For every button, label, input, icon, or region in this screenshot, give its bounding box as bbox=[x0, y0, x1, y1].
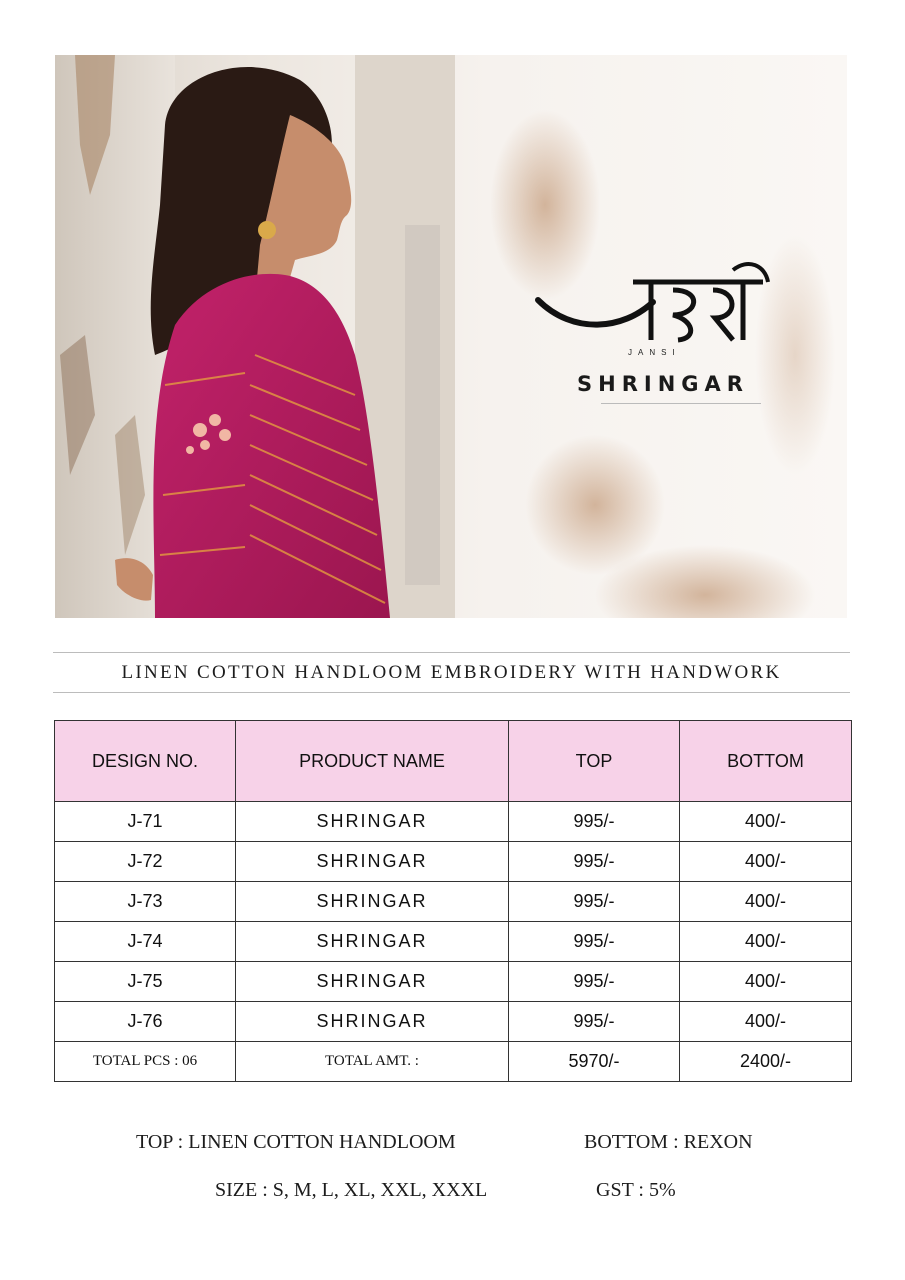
bottom-price-cell: 400/- bbox=[680, 882, 852, 922]
logo-divider bbox=[601, 403, 761, 404]
table-header-row bbox=[55, 721, 852, 802]
design-no-cell: J-73 bbox=[55, 882, 236, 922]
brand-logo bbox=[533, 260, 793, 410]
product-name-cell: SHRINGAR bbox=[236, 922, 509, 962]
hero-photo bbox=[55, 55, 847, 618]
bottom-price-cell: 400/- bbox=[680, 962, 852, 1002]
total-amt-label-cell: TOTAL AMT. : bbox=[236, 1042, 509, 1082]
header-design-no: DESIGN NO. bbox=[55, 721, 236, 802]
jansi-logo-mark bbox=[533, 260, 793, 355]
bottom-price-cell: 400/- bbox=[680, 842, 852, 882]
table-row bbox=[55, 922, 852, 962]
header-product-name: PRODUCT NAME bbox=[236, 721, 509, 802]
table-row bbox=[55, 962, 852, 1002]
product-name-cell: SHRINGAR bbox=[236, 802, 509, 842]
bottom-price-cell: 400/- bbox=[680, 802, 852, 842]
top-price-cell: 995/- bbox=[509, 802, 680, 842]
top-price-cell: 995/- bbox=[509, 962, 680, 1002]
size-spec: SIZE : S, M, L, XL, XXL, XXXL bbox=[215, 1179, 488, 1201]
top-price-cell: 995/- bbox=[509, 922, 680, 962]
bottom-price-cell: 400/- bbox=[680, 922, 852, 962]
bottom-price-cell: 400/- bbox=[680, 1002, 852, 1042]
logo-subtext: JANSI bbox=[628, 348, 681, 357]
top-price-cell: 995/- bbox=[509, 882, 680, 922]
top-price-cell: 995/- bbox=[509, 1002, 680, 1042]
top-fabric-spec: TOP : LINEN COTTON HANDLOOM bbox=[136, 1131, 456, 1153]
design-no-cell: J-72 bbox=[55, 842, 236, 882]
top-price-cell: 995/- bbox=[509, 842, 680, 882]
table-row bbox=[55, 802, 852, 842]
header-bottom: BOTTOM bbox=[680, 721, 852, 802]
design-no-cell: J-75 bbox=[55, 962, 236, 1002]
gst-spec: GST : 5% bbox=[596, 1179, 676, 1201]
product-name-cell: SHRINGAR bbox=[236, 882, 509, 922]
product-name-cell: SHRINGAR bbox=[236, 1002, 509, 1042]
collection-name: SHRINGAR bbox=[577, 372, 749, 396]
design-no-cell: J-71 bbox=[55, 802, 236, 842]
table-row bbox=[55, 842, 852, 882]
design-no-cell: J-74 bbox=[55, 922, 236, 962]
price-table bbox=[54, 720, 852, 1082]
header-top: TOP bbox=[509, 721, 680, 802]
table-row bbox=[55, 882, 852, 922]
design-no-cell: J-76 bbox=[55, 1002, 236, 1042]
table-row bbox=[55, 1002, 852, 1042]
product-name-cell: SHRINGAR bbox=[236, 842, 509, 882]
product-name-cell: SHRINGAR bbox=[236, 962, 509, 1002]
bottom-fabric-spec: BOTTOM : REXON bbox=[584, 1131, 753, 1153]
product-subtitle: LINEN COTTON HANDLOOM EMBROIDERY WITH HANDWORK bbox=[121, 661, 782, 683]
total-top-cell: 5970/- bbox=[509, 1042, 680, 1082]
table-total-row bbox=[55, 1042, 852, 1082]
subtitle-bar bbox=[53, 652, 850, 693]
total-pcs-cell: TOTAL PCS : 06 bbox=[55, 1042, 236, 1082]
total-bottom-cell: 2400/- bbox=[680, 1042, 852, 1082]
